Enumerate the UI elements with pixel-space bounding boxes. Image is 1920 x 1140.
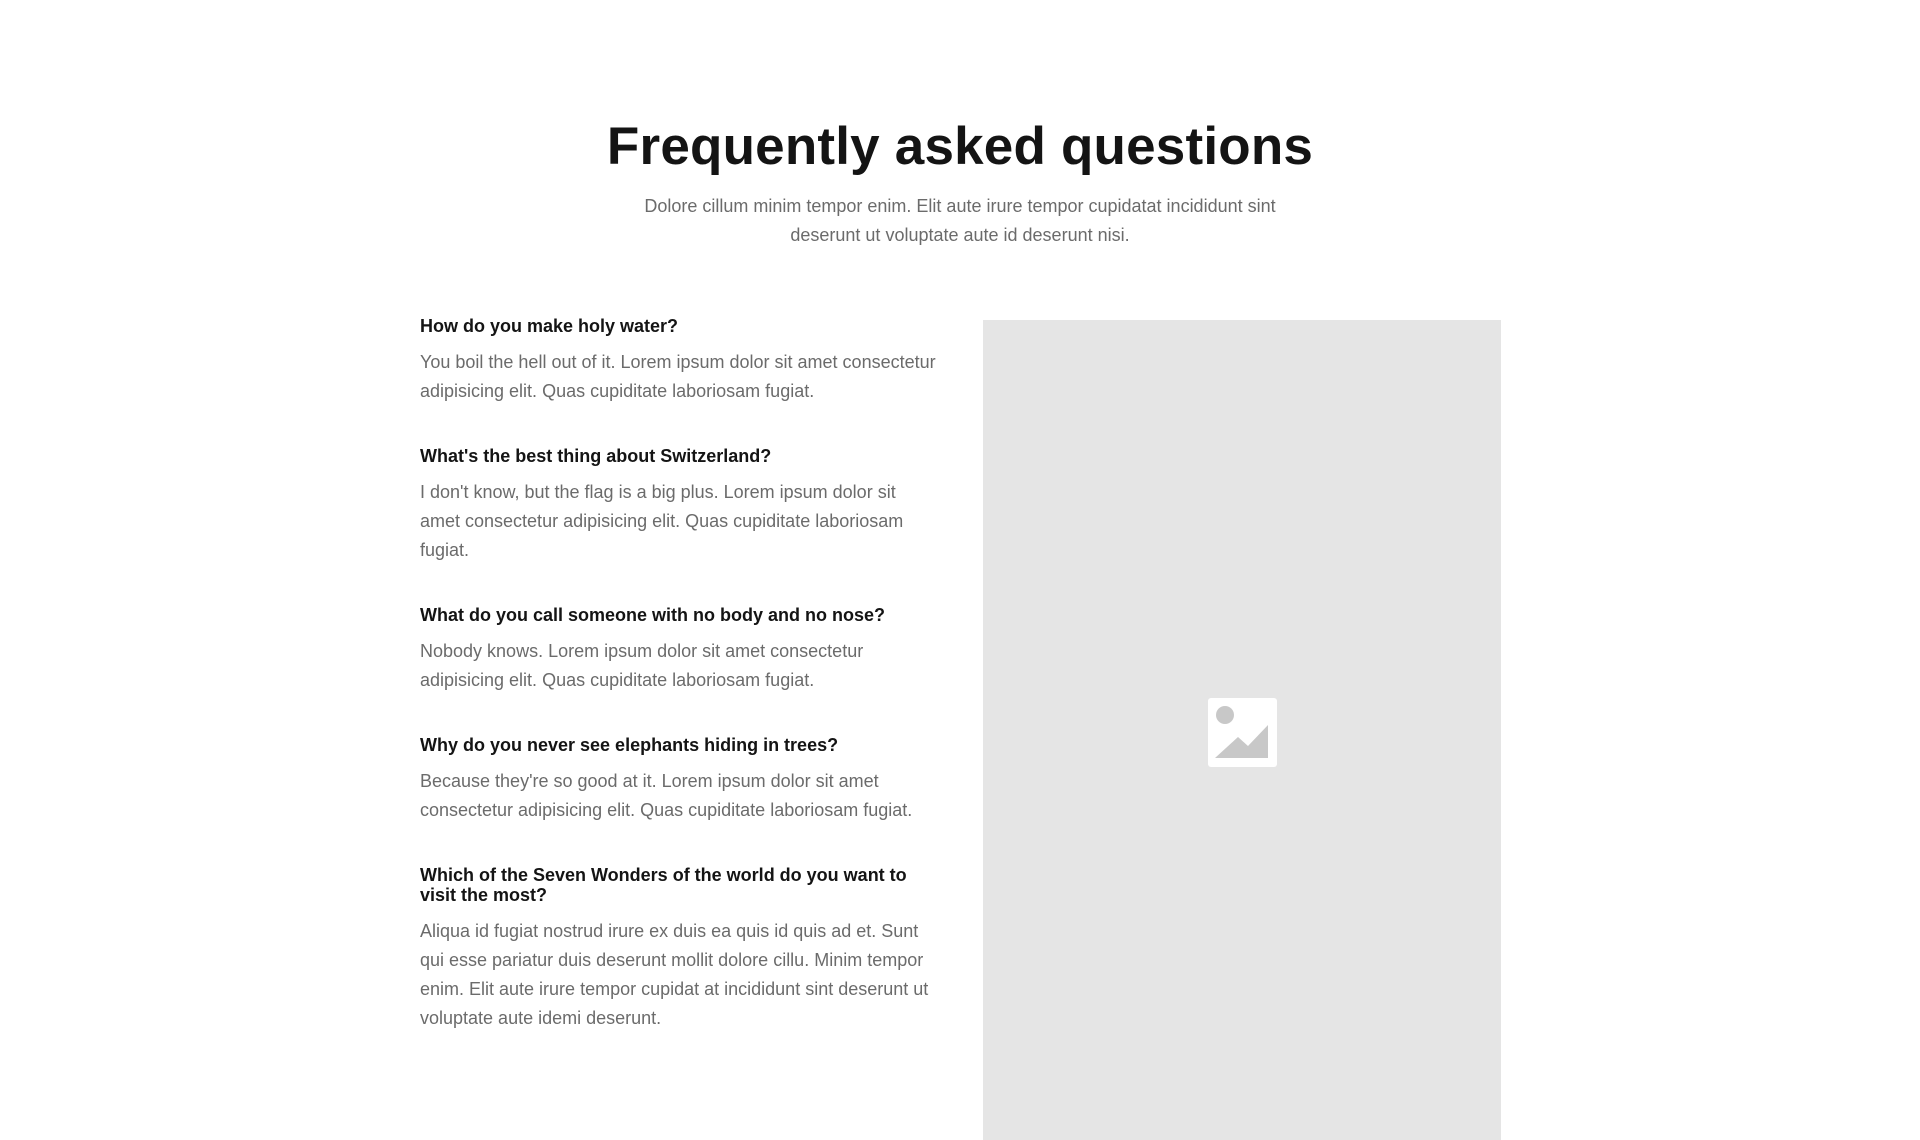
faq-question: What's the best thing about Switzerland? — [420, 446, 772, 466]
faq-item — [420, 446, 940, 565]
faq-question: What do you call someone with no body and no nose? — [420, 605, 886, 625]
page-title: Frequently asked questions — [606, 117, 1314, 176]
faq-answer: Because they're so good at it. Lorem ipsum dolor sit amet consectetur adipisicing elit. Quas cupiditate laboriosam fugiat. — [420, 771, 913, 820]
faq-answer: I don't know, but the flag is a big plus. Lorem ipsum dolor sit amet consectetur adipisicing elit. Quas cupiditate laboriosam fugiat. — [420, 482, 904, 560]
faq-list — [420, 316, 940, 1073]
faq-answer: Nobody knows. Lorem ipsum dolor sit amet consectetur adipisicing elit. Quas cupiditate laboriosam fugiat. — [420, 641, 864, 690]
faq-item — [420, 605, 940, 695]
faq-item — [420, 316, 940, 406]
faq-answer: You boil the hell out of it. Lorem ipsum dolor sit amet consectetur adipisicing elit. Quas cupiditate laboriosam fugiat. — [420, 352, 936, 401]
faq-question: Which of the Seven Wonders of the world do you want to visit the most? — [420, 865, 907, 905]
faq-question: How do you make holy water? — [420, 316, 679, 336]
faq-question: Why do you never see elephants hiding in trees? — [420, 735, 839, 755]
image-placeholder — [983, 320, 1501, 1140]
faq-header — [0, 112, 1920, 250]
faq-item — [420, 735, 940, 825]
faq-answer: Aliqua id fugiat nostrud irure ex duis ea quis id quis ad et. Sunt qui esse pariatur duis deserunt mollit dolore cillu. Minim tempor enim. Elit aute irure tempor cupidat at incididunt sint deserunt ut voluptate aute idemi deserunt. — [420, 921, 929, 1028]
image-placeholder-icon — [1208, 698, 1277, 767]
page-subtitle: Dolore cillum minim tempor enim. Elit aute irure tempor cupidatat incididunt sint deserunt ut voluptate aute id deserunt nisi. — [644, 196, 1276, 245]
faq-item — [420, 865, 940, 1033]
